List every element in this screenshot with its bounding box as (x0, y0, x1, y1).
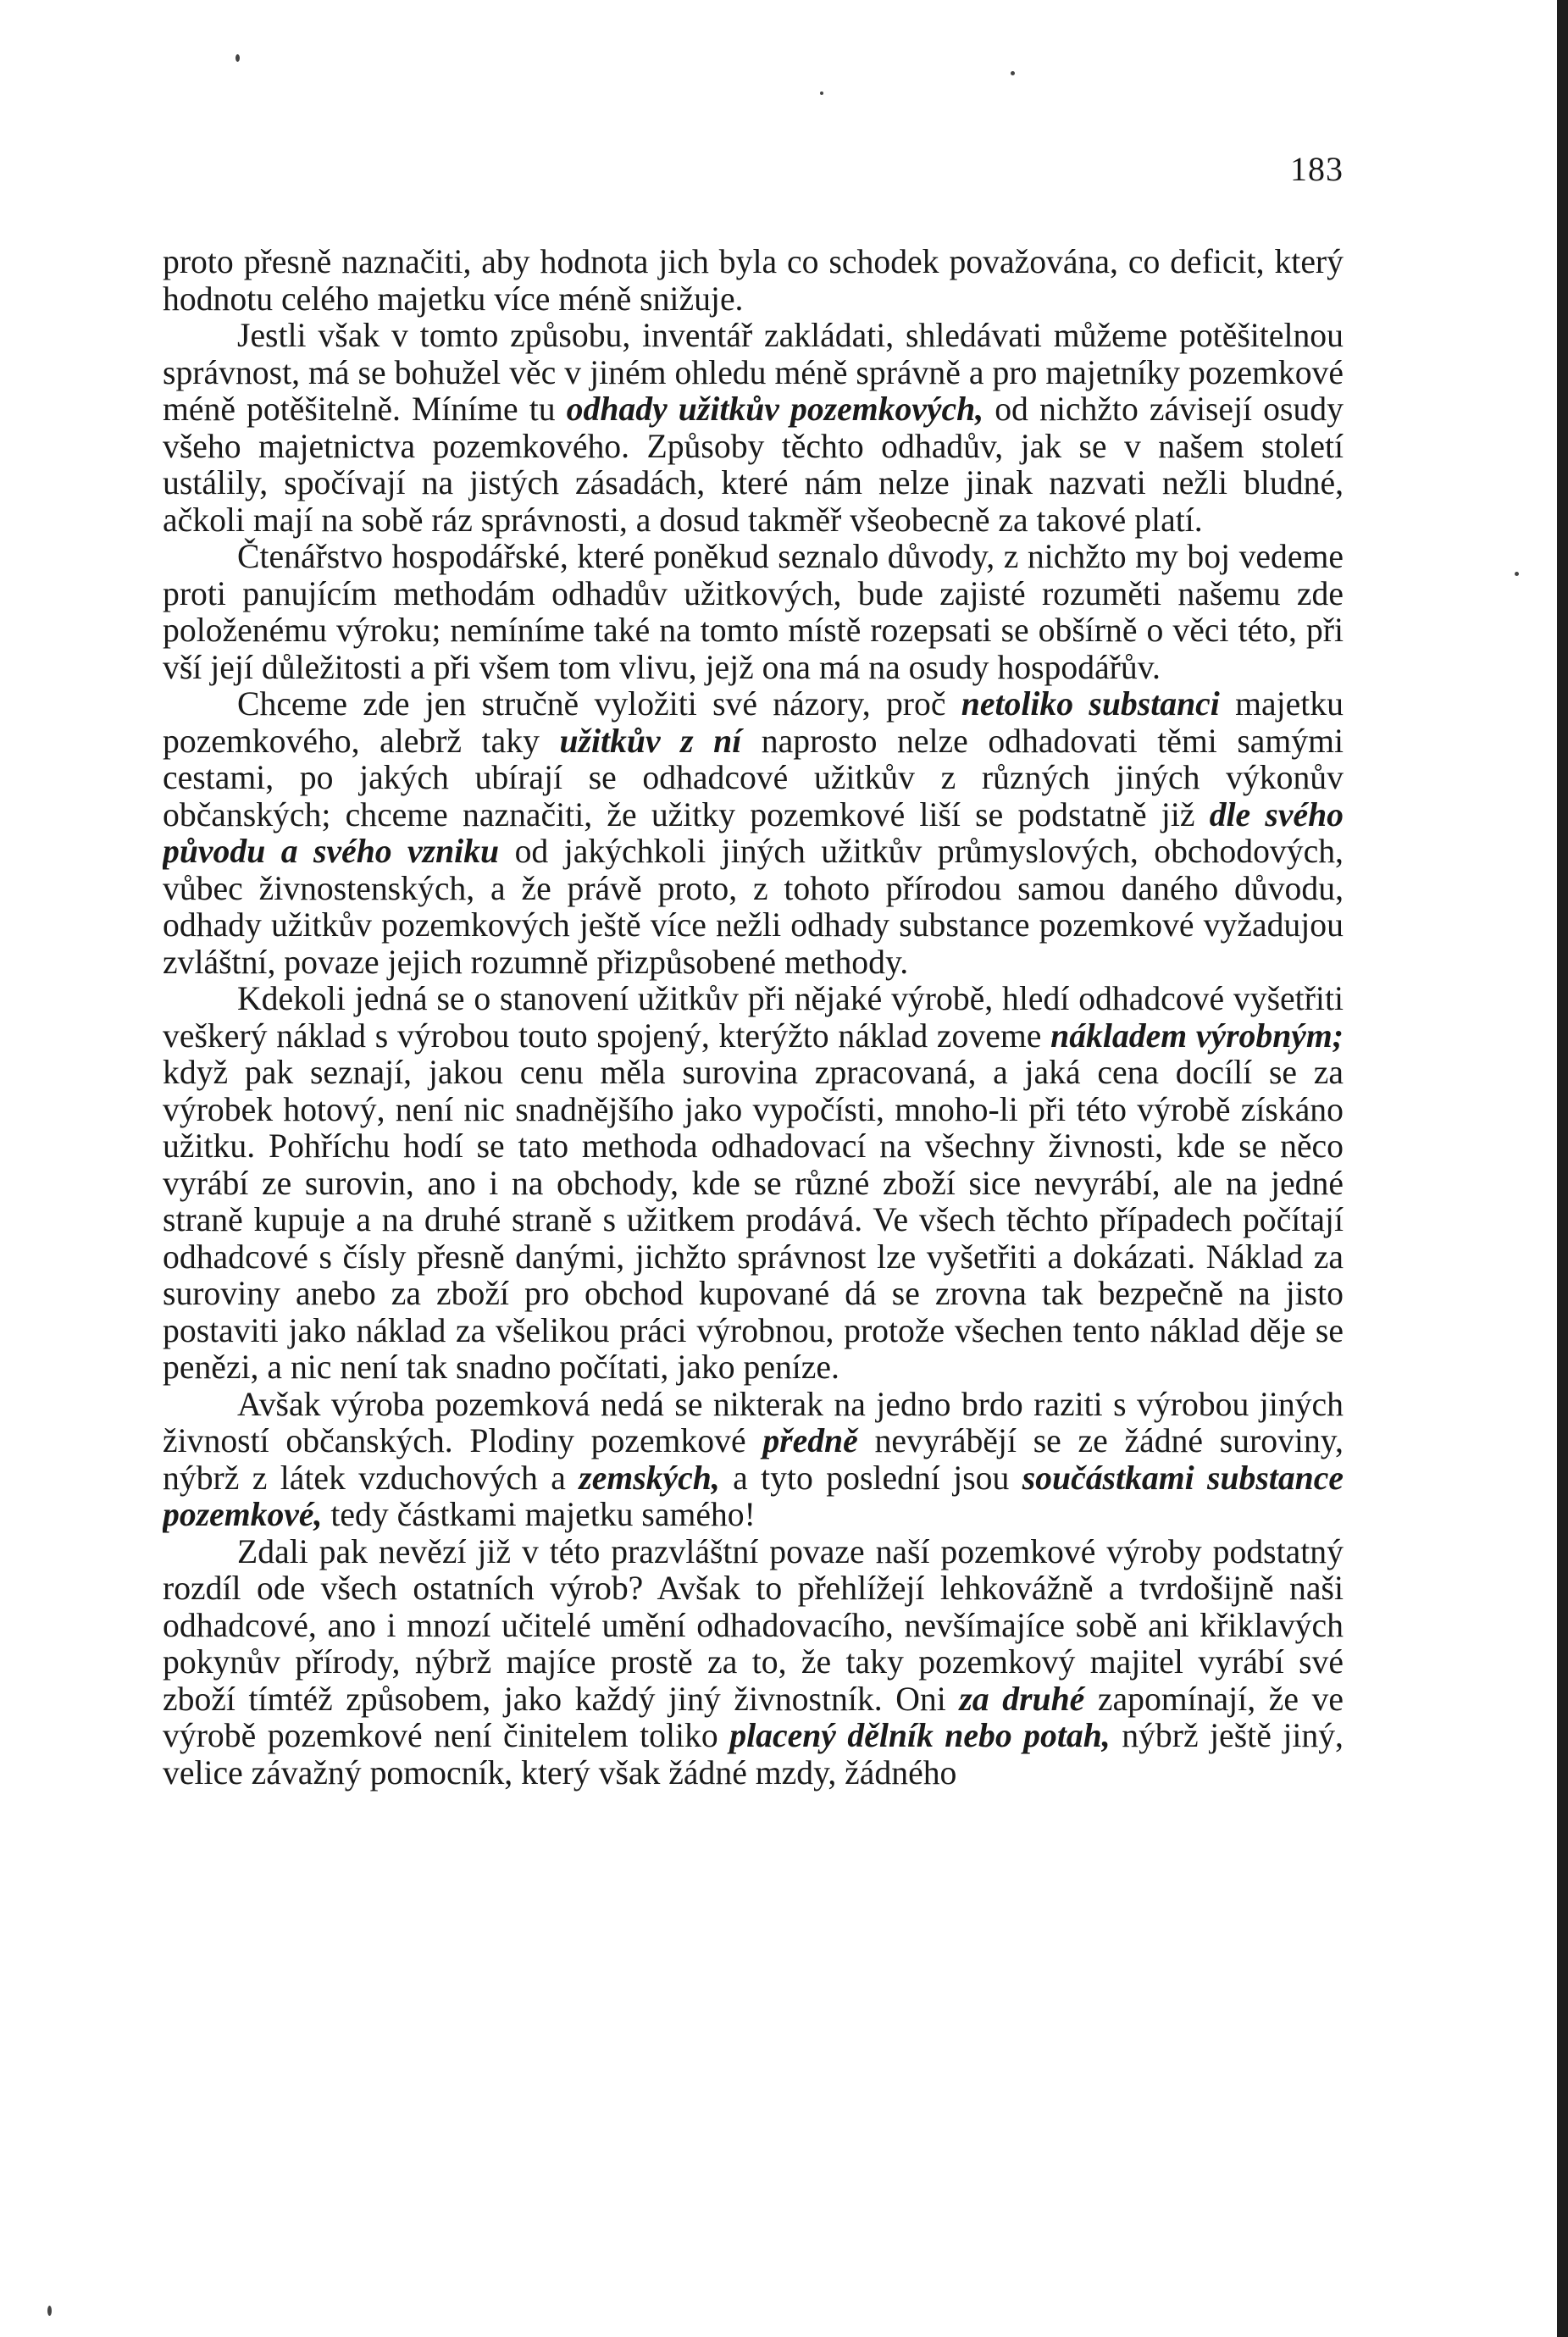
body-text (163, 244, 1344, 2141)
paragraph (163, 1534, 1344, 1792)
scan-speck (1011, 71, 1015, 75)
scan-speck (235, 54, 240, 62)
emphasized-text: placený dělník nebo potah, (729, 1717, 1111, 1754)
text-run: Jestli však v tomto způsobu, inventář zakládati, shledávati můžeme potěšitelnou správnost, má se bohužel věc v jiném ohledu méně správně a pro majetníky pozemkové méně potěšitelně. Míníme tu (163, 317, 1344, 428)
text-run: Zdali pak nevězí již v této prazvláštní povaze naší pozemkové výroby podstatný rozdíl ode všech ostatních výrob? Avšak to přehlížejí lehkovážně a tvrdošijně naši odhadcové, ano i mnozí učitelé umění odhadovacího, nevšímajíce sobě ani křiklavých pokynův přírody, nýbrž majíce prostě za to, že taky pozemkový majitel vyrábí své zboží tímtéž způsobem, jako každý jiný živnostník. Oni (163, 1532, 1344, 1718)
paragraph (163, 318, 1344, 539)
text-run: tedy částkami majetku samého! (322, 1496, 756, 1533)
text-run: Kdekoli jedná se o stanovení užitkův při nějaké výrobě, hledí odhadcové vyšetřiti veškerý náklad s výrobou touto spojený, kterýžto náklad zoveme (163, 980, 1344, 1055)
text-run: od nichžto závisejí osudy všeho majetnictva pozemkového. Způsoby těchto odhadův, jak se v našem století ustálily, spočívají na jistých zásadách, které nám nelze jinak nazvati nežli bludné, ačkoli mají na sobě ráz správnosti, a dosud takměř všeobecně za takové platí. (163, 390, 1344, 539)
text-run: majetku pozemkového, alebrž taky (163, 685, 1344, 760)
page-binding-edge (1557, 0, 1568, 2337)
paragraph (163, 981, 1344, 1387)
text-run: proto přesně naznačiti, aby hodnota jich byla co schodek považována, co deficit, který hodnotu celého majetku více méně snižuje. (163, 244, 1344, 318)
text-run: Chceme zde jen stručně vyložiti své názory, proč (237, 685, 961, 723)
scan-speck (820, 91, 823, 95)
text-run: zapomínají, že ve výrobě pozemkové není činitelem toliko (163, 1680, 1344, 1754)
emphasized-text: zemských, (579, 1459, 720, 1497)
text-run: od jakýchkoli jiných užitkův průmyslových, obchodových, vůbec živnostenských, a že právě proto, z tohoto přírodou samou daného důvodu, odhady užitkův pozemkových ještě více nežli odhady substance pozemkové vyžadujou zvláštní, povaze jejich rozumně přizpůsobené methody. (163, 833, 1344, 981)
page-number: 183 (1290, 150, 1344, 188)
paragraph (163, 539, 1344, 686)
text-run: Čtenářstvo hospodářské, které poněkud seznalo důvody, z nichžto my boj vedeme proti panujícím methodám odhadův užitkových, bude zajisté rozuměti našemu zde položenému výroku; nemíníme také na tomto místě rozepsati se obšírně o věci této, při vší její důležitosti a při všem tom vlivu, jejž ona má na osudy hospodářův. (163, 538, 1344, 686)
emphasized-text: odhady užitkův pozemkových, (566, 390, 984, 428)
scan-speck (47, 2306, 52, 2316)
paragraph (163, 1387, 1344, 1534)
paragraph (163, 686, 1344, 981)
text-run: a tyto poslední jsou (719, 1459, 1022, 1497)
emphasized-text: užitkův z ní (559, 722, 742, 760)
text-run: Avšak výroba pozemková nedá se nikterak na jedno brdo raziti s výrobou jiných živností občanských. Plodiny pozemkové (163, 1385, 1344, 1459)
text-run: nýbrž ještě jiný, velice závažný pomocník, který však žádné mzdy, žádného (163, 1717, 1344, 1792)
text-run: naprosto nelze odhadovati těmi samými cestami, po jakých ubírají se odhadcové užitkův z různých jiných výkonův občanských; chceme naznačiti, že užitky pozemkové liší se podstatně již (163, 722, 1344, 833)
emphasized-text: netoliko substanci (961, 685, 1220, 723)
emphasized-text: nákladem výrobným; (1050, 1016, 1344, 1055)
paragraph (163, 244, 1344, 318)
emphasized-text: součástkami substance pozemkové, (163, 1459, 1344, 1533)
emphasized-text: předně (762, 1422, 858, 1459)
scan-speck (1515, 572, 1519, 576)
text-run: když pak seznají, jakou cenu měla surovina zpracovaná, a jaká cena docílí se za výrobek hotový, není nic snadnějšího jako vypočísti, mnoho-li při této výrobě získáno užitku. Pohříchu hodí se tato methoda odhadovací na všechny živnosti, kde se něco vyrábí ze surovin, ano i na obchody, kde se různé zboží sice nevyrábí, ale na jedné straně kupuje a na druhé straně s užitkem prodává. Ve všech těchto případech počítají odhadcové s čísly přesně danými, jichžto správnost lze vyšetřiti a dokázati. Náklad za suroviny anebo za zboží pro obchod kupované dá se zrovna tak bezpečně na jisto postaviti jako náklad za všelikou práci výrobnou, protože všechen tento náklad děje se penězi, a nic není tak snadno počítati, jako peníze. (163, 1054, 1344, 1386)
text-run: nevyrábějí se ze žádné suroviny, nýbrž z látek vzduchových a (163, 1422, 1344, 1497)
emphasized-text: za druhé (959, 1680, 1085, 1718)
emphasized-text: dle svého původu a svého vzniku (163, 795, 1344, 870)
